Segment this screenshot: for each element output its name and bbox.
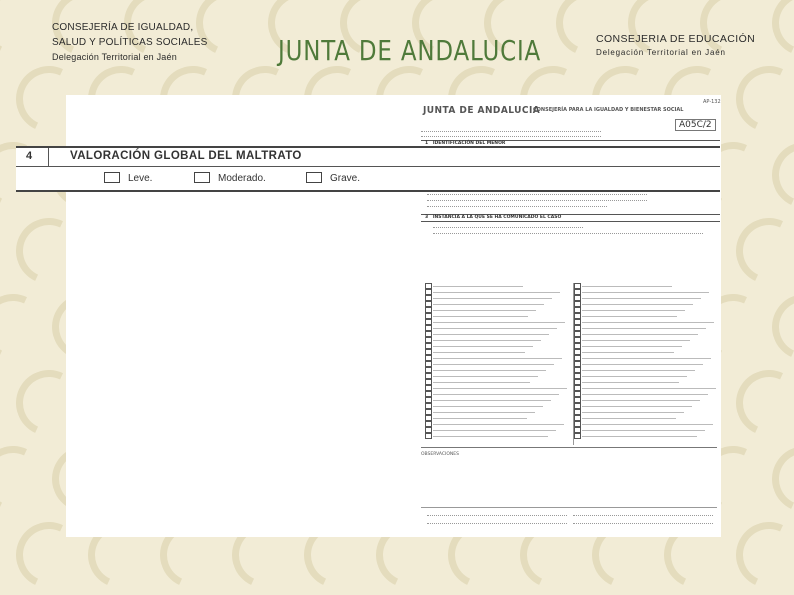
leve-checkbox[interactable]	[104, 172, 120, 183]
form-row-line	[582, 346, 682, 347]
form-row-line	[433, 340, 541, 341]
form-row-line	[433, 310, 536, 311]
section-1-label: IDENTIFICACIÓN DEL MENOR	[432, 141, 506, 146]
junta-andalucia-logo: JUNTA DE ANDALUCIA	[278, 34, 542, 67]
background-arc	[727, 513, 794, 595]
form-row-line	[433, 430, 556, 431]
form-row-line	[582, 286, 672, 287]
form-row-line	[582, 418, 676, 419]
form-row-line	[433, 322, 565, 323]
form-row-line	[433, 358, 562, 359]
valoracion-global-section	[16, 146, 720, 192]
form-row-line	[433, 352, 525, 353]
consejeria-igualdad-block	[52, 20, 207, 65]
form-row-line	[582, 352, 674, 353]
consejeria-educacion-block	[596, 33, 755, 59]
background-arc	[0, 285, 55, 370]
form-row-line	[433, 292, 560, 293]
form-row-line	[582, 394, 708, 395]
section-3-label: INSTANCIA A LA QUE SE HA COMUNICADO EL CASO	[432, 215, 562, 220]
form-row-line	[582, 322, 714, 323]
form-row-line	[433, 400, 551, 401]
form-row-line	[433, 370, 546, 371]
background-arc	[727, 209, 794, 294]
form-code: AP-132	[703, 99, 721, 105]
observations-label: OBSERVACIONES	[421, 452, 459, 457]
form-row-checkbox	[425, 433, 434, 440]
form-row-line	[433, 394, 559, 395]
form-row-line	[433, 304, 544, 305]
form-row-line	[433, 424, 564, 425]
valoracion-header-row	[16, 148, 720, 167]
form-row-checkbox	[574, 433, 583, 440]
form-row-line	[582, 310, 685, 311]
form-row-line	[582, 358, 711, 359]
form-row-line	[433, 388, 567, 389]
form-right-column	[573, 283, 722, 445]
form-row-line	[433, 298, 552, 299]
form-row-line	[582, 316, 677, 317]
form-row-line	[433, 412, 535, 413]
delegacion-left: Delegación Territorial en Jaén	[52, 52, 177, 62]
form-row-line	[582, 388, 716, 389]
form-row-line	[582, 382, 679, 383]
moderado-label: Moderado.	[218, 173, 266, 184]
background-arc	[727, 361, 794, 446]
section-1-number: 1	[425, 141, 429, 146]
form-department: CONSEJERÍA PARA LA IGUALDAD Y BIENESTAR SOCIAL	[533, 107, 684, 113]
consejeria-igualdad-line2: SALUD Y POLÍTICAS SOCIALES	[52, 37, 208, 48]
form-row-line	[433, 328, 557, 329]
section-3-bar	[421, 214, 720, 222]
valoracion-section-number: 4	[26, 150, 33, 162]
form-row-line	[582, 292, 709, 293]
form-row-line	[582, 370, 695, 371]
form-row-line	[433, 316, 528, 317]
form-row-line	[433, 382, 530, 383]
moderado-checkbox[interactable]	[194, 172, 210, 183]
form-row-line	[433, 286, 523, 287]
form-row-line	[582, 400, 700, 401]
form-row-line	[582, 436, 697, 437]
form-row-line	[582, 430, 705, 431]
grave-checkbox[interactable]	[306, 172, 322, 183]
form-row-line	[582, 364, 703, 365]
form-left-column	[425, 283, 573, 445]
delegacion-right: Delegación Territorial en Jaén	[596, 48, 726, 57]
form-row-line	[433, 364, 554, 365]
form-row-line	[582, 412, 684, 413]
section-3-number: 3	[425, 215, 429, 220]
background-arc	[763, 437, 794, 522]
form-row-line	[582, 406, 692, 407]
page-header	[0, 0, 794, 90]
leve-label: Leve.	[128, 173, 153, 184]
form-row-line	[582, 376, 687, 377]
form-row-line	[433, 334, 549, 335]
background-arc	[763, 285, 794, 370]
form-row-line	[433, 346, 533, 347]
form-row-line	[582, 340, 690, 341]
form-file-number: A05C/2	[675, 119, 716, 131]
form-row-line	[582, 334, 698, 335]
form-row-line	[582, 424, 713, 425]
grave-label: Grave.	[330, 173, 361, 184]
consejeria-educacion-title: CONSEJERIA DE EDUCACIÓN	[596, 33, 756, 45]
form-junta-title: JUNTA DE ANDALUCIA	[423, 105, 541, 116]
background-arc	[763, 133, 794, 218]
form-row-line	[433, 376, 538, 377]
form-row-line	[582, 304, 693, 305]
form-row-line	[582, 328, 706, 329]
form-row-line	[582, 298, 701, 299]
consejeria-igualdad-line1: CONSEJERÍA DE IGUALDAD,	[52, 22, 194, 33]
background-arc	[0, 437, 55, 522]
valoracion-title: VALORACIÓN GLOBAL DEL MALTRATO	[70, 150, 302, 162]
form-row-line	[433, 418, 527, 419]
form-row-line	[433, 436, 548, 437]
form-row-line	[433, 406, 543, 407]
